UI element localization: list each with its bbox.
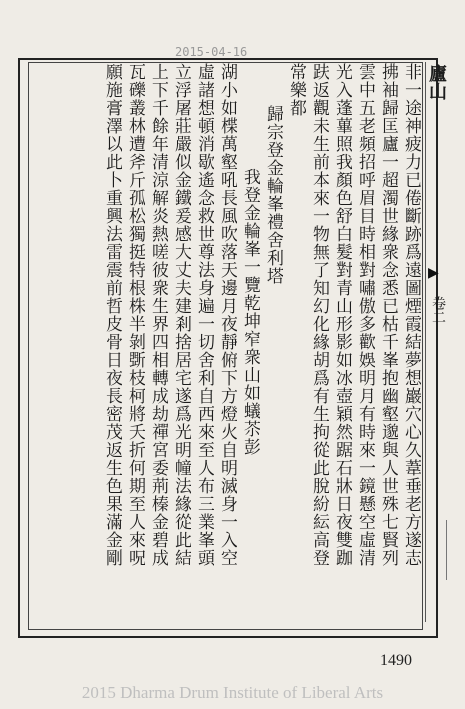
page-number: 1490: [380, 652, 412, 669]
text-column-10: 虛諸想頓消歇遙念救世尊法身遍一切舍利自西來至人布三業峯頭: [194, 63, 214, 567]
fish-tail-mark: ▶: [428, 265, 439, 281]
text-column-13: 瓦礫叢林遭斧斤孤松獨挺特根株半剝斲枝柯將夭折何期至人來呪: [125, 63, 145, 567]
text-column-5: 趺返觀未生前本來一物無了知幻化緣胡爲有生拘從此脫紛紜高登: [309, 63, 329, 567]
date-stamp: 2015-04-16: [175, 45, 248, 59]
text-column-9: 湖小如楪萬壑吼長風吹落天邊月夜靜俯下方燈火自明滅身一入空: [217, 63, 237, 567]
text-column-2: 拂袖歸匡廬一超濁世緣衆念悉已枯千峯抱幽壑邈與人世殊七賢列: [378, 63, 398, 567]
text-column-6: 常樂都: [286, 63, 306, 117]
text-column-11: 立浮屠莊嚴似金鐵爰感大丈夫建剎捨居宅遂爲光明幢法緣從此結: [171, 63, 191, 567]
text-column-8: 我登金輪峯一覽乾坤窄衆山如蟻苶彭: [240, 168, 260, 456]
text-columns: [36, 63, 421, 625]
text-column-3: 雲中五老頻招呼眉目時相對嘯傲多歡娛明月有時來一鏡懸空虛清: [355, 63, 375, 567]
text-column-12: 上下千餘年清涼解炎熱嗟彼衆生界四相轉成劫禪宮委荊榛金碧成: [148, 63, 168, 567]
text-column-4: 光入蓬蓽照我顏色舒白髮對青山形影如冰壺穎然踞石牀日夜雙跏: [332, 63, 352, 567]
edge-bracket: [428, 520, 447, 580]
text-column-14: 願施膏澤以此卜重興法雷震前哲皮骨日夜長密茂返生色果滿金剛: [102, 63, 122, 567]
poem-title: 歸宗登金輪峯禮舍利塔: [263, 105, 283, 285]
book-title: 廬山: [426, 64, 447, 100]
volume-label: 卷二: [430, 296, 446, 324]
footer-watermark: 2015 Dharma Drum Institute of Liberal Arts: [0, 676, 465, 709]
text-column-1: 非一途神疲力已倦斷跡爲遠圖煙霞結夢想巖穴心久葦垂老方遂志: [401, 63, 421, 567]
